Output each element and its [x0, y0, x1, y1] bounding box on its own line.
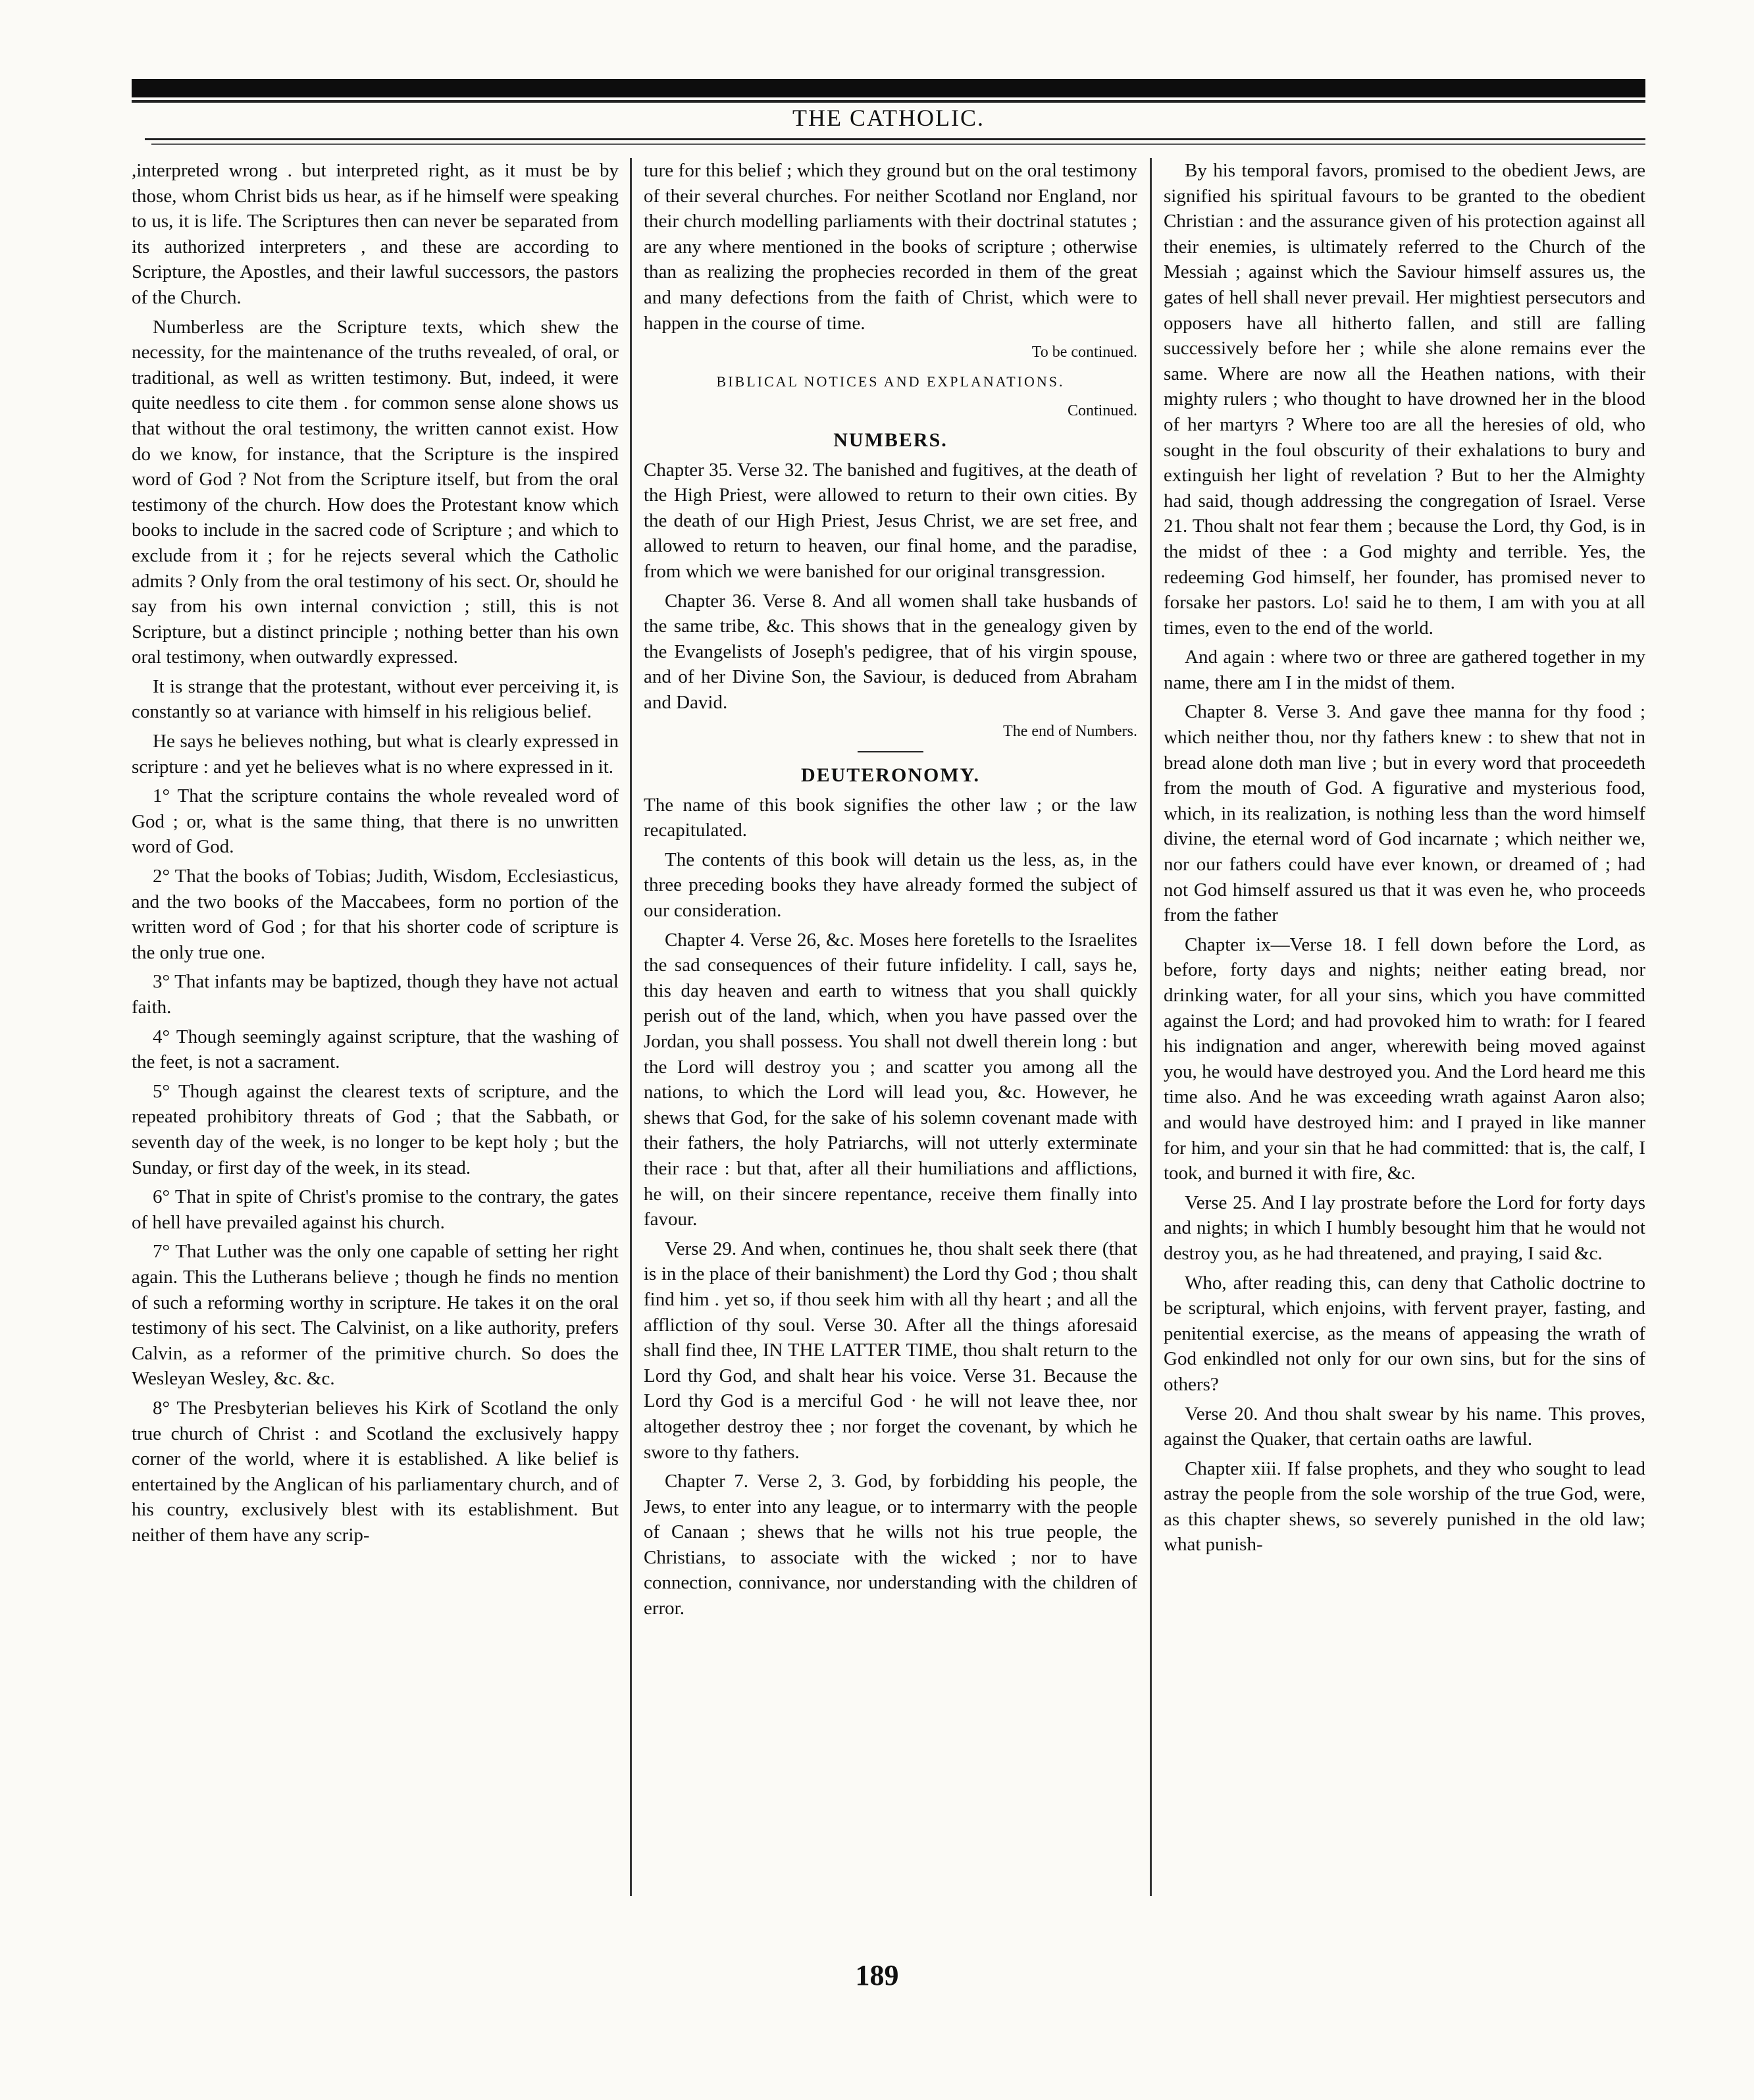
to-be-continued-note: To be continued. [1031, 344, 1137, 361]
running-title: THE CATHOLIC. [792, 105, 985, 131]
paragraph: He says he believes nothing, but what is clearly expressed in scripture : and yet he believes what is no where expressed in it. [132, 731, 619, 777]
masthead-rule-thin [132, 100, 1645, 103]
continued-note: Continued. [1068, 402, 1137, 420]
paragraph: Chapter 36. Verse 8. And all women shall take husbands of the same tribe, &c. This shows that in the genealogy given by the Evangelists of Joseph's pedigree, that of his virgin spouse, and of her Divine Son, the Saviour, is deduced from Abraham and David. [644, 590, 1137, 713]
paragraph: Who, after reading this, can deny that Catholic doctrine to be scriptural, which enjoins, with fervent prayer, fasting, and penitential exercise, as the means of appeasing the wrath of God enkindled not only for our own sins, but for the sins of others? [1164, 1272, 1645, 1395]
column-right [1164, 158, 1645, 1896]
list-item: 8° The Presbyterian believes his Kirk of Scotland the only true church of Christ : and Scotland the exclusively happy corner of the world, where it is established. A like belief is entertained by the Anglican of his parliamentary church, and of his country, exclusively blest with its establishment. But neither of them have any scrip- [132, 1397, 619, 1546]
page-number: 189 [855, 1959, 899, 1991]
column-left [132, 158, 619, 1896]
book-heading-deuteronomy: DEUTERONOMY. [800, 764, 981, 787]
paragraph: Chapter 4. Verse 26, &c. Moses here foretells to the Israelites the sad consequences of their future infidelity. I call, says he, this day heaven and earth to witness that you shall quickly perish out of the land, which, when you have passed over the Jordan, you shall possess. You shall not dwell therein long : but the Lord will destroy you ; and scatter you among all the nations, to which the Lord will lead you, &c. However, he shews that God, for the sake of his solemn covenant made with their fathers, the holy Patriarchs, will not utterly exterminate their race : but that, after all their humiliations and afflictions, he will, on their sincere repentance, receive them finally into favour. [644, 929, 1137, 1230]
header-rule-secondary [151, 144, 1645, 145]
paragraph: It is strange that the protestant, without ever perceiving it, is constantly so at variance with himself in his religious belief. [132, 675, 619, 723]
section-heading: BIBLICAL NOTICES AND EXPLANATIONS. [716, 373, 1065, 390]
paragraph: By his temporal favors, promised to the obedient Jews, are signified his spiritual favours to be granted to the obedient Christian : and the assurance given of his protection against all their enemies, is ultimately referred to the Church of the Messiah ; against which the Saviour himself assures us, the gates of hell shall never prevail. Her mightiest persecutors and opposers have all hitherto fallen, and still are falling successively before her ; while she alone remains ever the same. Where are now all the Heathen nations, with their mighty rulers ; who thought to have drowned her in the blood of her martyrs ? Where too are all the heresies of old, who sought in the foul obscurity of their exhalations to bury and extinguish her light of revelation ? But to her the Almighty had said, though addressing the congregation of Israel. Verse 21. Thou shalt not fear them ; because the Lord, thy God, is in the midst of thee : a God mighty and terrible. Yes, the redeeming God himself, her founder, has promised never to forsake her pastors. Lo! said he to them, I am with you at all times, even to the end of the world. [1164, 160, 1645, 639]
paragraph: The name of this book signifies the other law ; or the law recapitulated. [644, 794, 1137, 841]
list-item: 1° That the scripture contains the whole revealed word of God ; or, what is the same thing, that there is no unwritten word of God. [132, 785, 619, 858]
paragraph: Chapter 7. Verse 2, 3. God, by forbidding his people, the Jews, to enter into any league, or to intermarry with the people of Canaan ; shews that he wills not his true people, the Christians, to associate with the wicked ; nor to have connection, connivance, nor understanding with the children of error. [644, 1471, 1137, 1619]
paragraph: Chapter 8. Verse 3. And gave thee manna for thy food ; which neither thou, nor thy fathers knew : to shew that not in bread alone doth man live ; but in every word that proceedeth from the mouth of God. A figurative and mysterious food, which, in its realization, is nothing less than the word himself divine, the eternal word of God incarnate ; which neither we, nor our fathers could have ever known, or dreamed of ; had not God himself assured us that it was even he, who proceeds from the father [1164, 701, 1645, 926]
book-heading-numbers: NUMBERS. [833, 429, 948, 451]
paragraph: ture for this belief ; which they ground but on the oral testimony of their several churches. For neither Scotland nor England, nor their church modelling parliaments with their doctrinal statutes ; are any where mentioned in the books of scripture ; otherwise than as realizing the prophecies recorded in them of the great and many defections from the faith of Christ, which were to happen in the course of time. [644, 160, 1137, 334]
list-item: 6° That in spite of Christ's promise to the contrary, the gates of hell have prevailed against his church. [132, 1186, 619, 1233]
header-rule [145, 138, 1645, 140]
masthead-rule-thick [132, 79, 1645, 97]
paragraph: Chapter 35. Verse 32. The banished and fugitives, at the death of the High Priest, were allowed to return to their own cities. By the death of our High Priest, Jesus Christ, we are set free, and allowed to return to heaven, our final home, and the paradise, from which we were banished for our original transgression. [644, 459, 1137, 582]
paragraph: Chapter xiii. If false prophets, and they who sought to lead astray the people from the sole worship of the true God, were, as this chapter shews, so severely punished in the old law; what punish- [1164, 1457, 1645, 1556]
list-item: 2° That the books of Tobias; Judith, Wisdom, Ecclesiasticus, and the two books of the Maccabees, form no portion of the written word of God ; for that his shorter code of scripture is the only true one. [132, 866, 619, 963]
list-item: 3° That infants may be baptized, though they have not actual faith. [132, 971, 619, 1018]
paragraph: Numberless are the Scripture texts, which shew the necessity, for the maintenance of the truths revealed, of oral, or traditional, as well as written testimony. But, indeed, it were quite needless to cite them . for common sense alone shows us that without the oral testimony, the written cannot exist. How do we know, for instance, that the Scripture is the inspired word of God ? Not from the Scripture itself, but from the oral testimony of the church. How does the Protestant know which books to include in the sacred code of Scripture ; and which to exclude from it ; for he rejects several which the Catholic admits ? Only from the oral testimony of his sect. Or, should he say from his own internal conviction ; still, this is not Scripture, but a distinct principle ; nothing better than his own oral testimony, when outwardly expressed. [132, 316, 619, 668]
paragraph: Chapter ix—Verse 18. I fell down before the Lord, as before, forty days and nights; neither eating bread, nor drinking water, for all your sins, which you have committed against the Lord; and had provoked him to wrath: for I feared his indignation and anger, wherewith being moved against you, he would have destroyed you. And the Lord heard me this time also. And he was exceeding wrath against Aaron also; and would have destroyed him: and I prayed in like manner for him, and your sin that he had committed: that is, the calf, I took, and burned it with fire, &c. [1164, 933, 1645, 1184]
paragraph: Verse 20. And thou shalt swear by his name. This proves, against the Quaker, that certain oaths are lawful. [1164, 1403, 1645, 1450]
section-divider [858, 751, 923, 752]
list-item: 4° Though seemingly against scripture, that the washing of the feet, is not a sacrament. [132, 1026, 619, 1073]
paragraph: The contents of this book will detain us the less, as, in the three preceding books they have already formed the subject of our consideration. [644, 849, 1137, 922]
column-middle [644, 158, 1137, 1896]
list-item: 7° That Luther was the only one capable of setting her right again. This the Lutherans believe ; though he finds no mention of such a reforming worthy in scripture. He takes it on the oral testimony of his sect. The Calvinist, on a like authority, prefers Calvin, as a reformer of the primitive church. So does the Wesleyan Wesley, &c. &c. [132, 1241, 619, 1390]
paragraph: And again : where two or three are gathered together in my name, there am I in the midst of them. [1164, 646, 1645, 693]
column-divider [630, 158, 632, 1896]
column-divider [1150, 158, 1152, 1896]
end-of-book-note: The end of Numbers. [1003, 723, 1137, 741]
paragraph: ,interpreted wrong . but interpreted right, as it must be by those, whom Christ bids us hear, as if he himself were speaking to us, it is life. The Scriptures then can never be separated from its authorized interpreters , and these are according to Scripture, the Apostles, and their lawful successors, the pastors of the Church. [132, 160, 619, 308]
paragraph: Verse 25. And I lay prostrate before the Lord for forty days and nights; in which I humbly besought him that he would not destroy you, as he had threatened, and praying, I said &c. [1164, 1192, 1645, 1264]
paragraph: Verse 29. And when, continues he, thou shalt seek there (that is in the place of their banishment) the Lord thy God ; thou shalt find him . yet so, if thou seek him with all thy heart ; and all the affliction of thy soul. Verse 30. After all the things aforesaid shall find thee, IN THE LATTER TIME, thou shalt return to the Lord thy God, and shalt hear his voice. Verse 31. Because the Lord thy God is a merciful God · he will not leave thee, nor altogether destroy thee ; nor forget the covenant, by which he swore to thy fathers. [644, 1238, 1137, 1463]
list-item: 5° Though against the clearest texts of scripture, and the repeated prohibitory threats of God ; that the Sabbath, or seventh day of the week, is no longer to be kept holy ; but the Sunday, or first day of the week, in its stead. [132, 1080, 619, 1178]
